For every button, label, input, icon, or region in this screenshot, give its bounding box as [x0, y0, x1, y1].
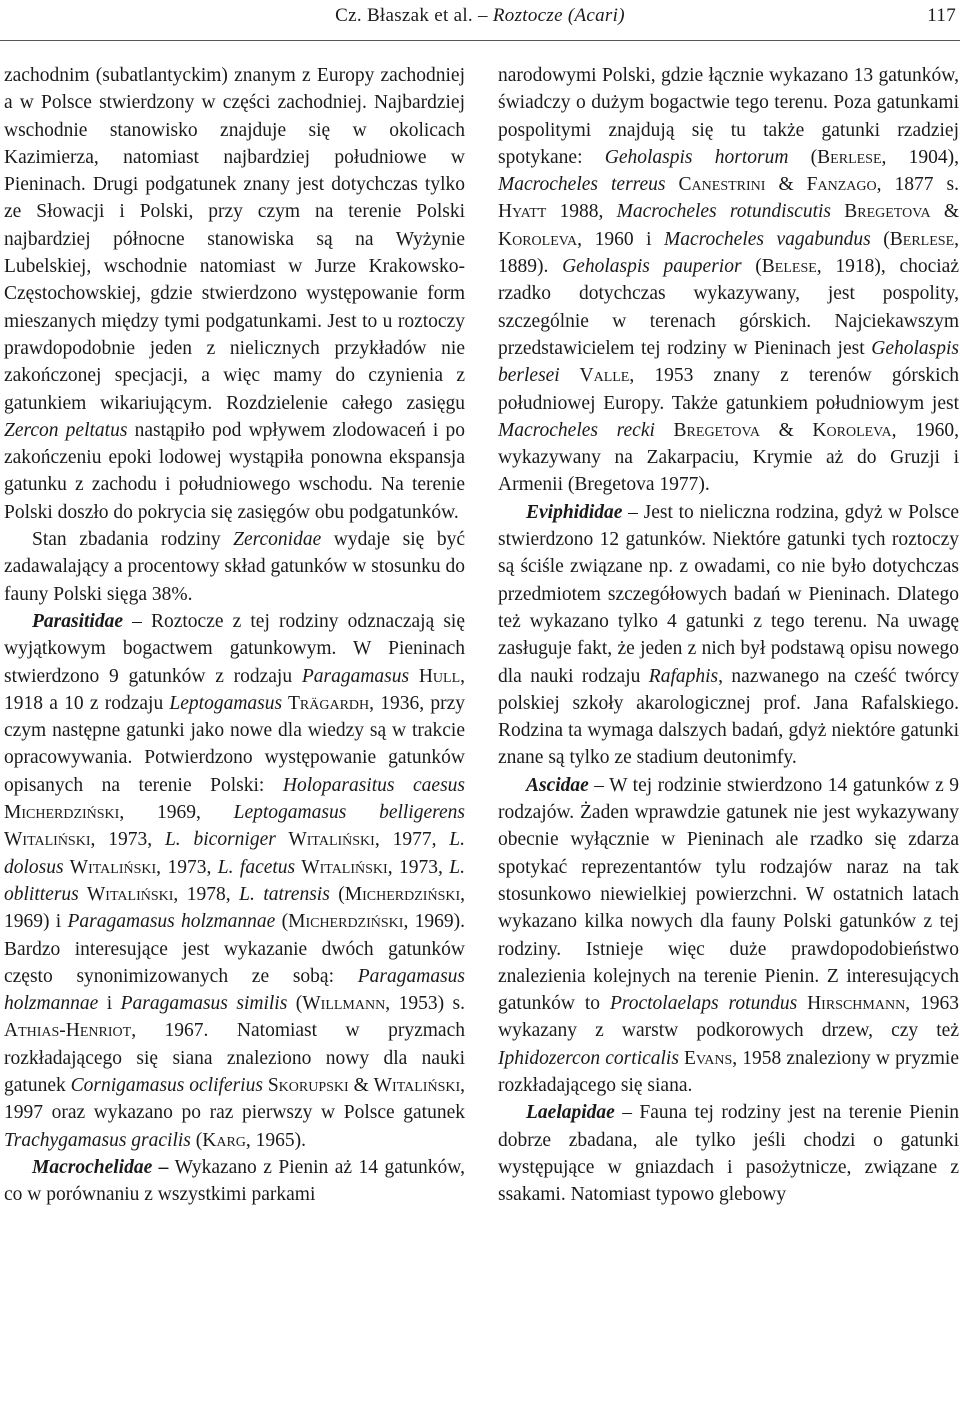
paragraph-zercon: zachodnim (subatlantyckim) znanym z Europy zachodniej a w Polsce stwierdzony w części zachodniej. Najbardziej wschodnie stanowisko znajduje się w okolicach Kazimierza, natomiast najbardziej południowe w Pieninach. Drugi podgatunek znany jest dotychczas tylko ze Słowacji i Polski, przy czym na terenie Polski najbardziej północne stanowiska są na Wyżynie Lubelskiej, wschodnie natomiast w Jurze Krakowsko-Częstochowskiej, gdzie stwierdzono występowanie form mieszanych między tymi podgatunkami. Jest to u roztoczy prawdopodobnie jeden z nielicznych przykładów nie zakończonej specjacji, a więc mamy do czynienia z gatunkiem wikariującym. Rozdzielenie całego zasięgu Zercon peltatus nastąpiło pod wpływem zlodowaceń i po zakończeniu epoki lodowej wystąpiła ponowna ekspansja gatunku z zachodu i południowego wschodu. Na terenie Polski doszło do pokrycia się zasięgów obu podgatunków.	[4, 65, 465, 523]
page-number: 117	[927, 5, 956, 26]
family-heading-parasitidae: Parasitidae	[32, 610, 123, 632]
family-heading-ascidae: Ascidae	[526, 774, 589, 796]
running-head-title: Roztocze (Acari)	[492, 5, 625, 26]
family-heading-macrochelidae: Macrochelidae –	[32, 1156, 169, 1178]
running-head	[0, 0, 960, 32]
right-column	[498, 62, 959, 1208]
paragraph-ascidae: Ascidae – W tej rodzinie stwierdzono 14 gatunków z 9 rodzajów. Żaden wprawdzie gatunek nie jest wykazywany obecnie wyłącznie w Pieninach ale rzadko się zdarza spotykać reprezentantów tylu rodzajów naraz na tak stosunkowo niewielkiej powierzchni. W ostatnich latach wykazano kilka nowych dla fauny Polski gatunków z tej rodziny. Istnieje więc duże prawdopodobieństwo znalezienia kolejnych na terenie Pienin. Z interesujących gatunków to Proctolaelaps rotundus Hirschmann, 1963 wykazany z warstw podkorowych drzew, czy też Iphidozercon corticalis Evans, 1958 znaleziony w pryzmie rozkładającego się siana.	[498, 774, 960, 1096]
family-heading-eviphididae: Eviphididae	[526, 501, 623, 523]
paragraph-eviphididae: Eviphididae – Jest to nieliczna rodzina, gdyż w Polsce stwierdzono 12 gatunków. Niektóre gatunki tych roztoczy są ściśle związane np. z owadami, co nie było dotychczas przedmiotem szczegółowych badań w Pieninach. Dlatego też wykazano tylko 4 gatunki z tego terenu. Na uwagę zasługuje fakt, że jeden z nich był podstawą opisu nowego dla nauki rodzaju Rafaphis, nazwanego na cześć twórcy polskiej szkoły akarologicznej prof. Jana Rafalskiego. Rodzina ta wymaga dalszych badań, gdyż niektóre gatunki znane są tylko ze stadium deutonimfy.	[498, 501, 960, 769]
paragraph-macrochelidae-cont: narodowymi Polski, gdzie łącznie wykazano 13 gatunków, świadczy o dużym bogactwie tego terenu. Poza gatunkami pospolitymi znajdują się tu także gatunki rzadziej spotykane: Geholaspis hortorum (Berlese, 1904), Macrocheles terreus Canestrini & Fanzago, 1877 s. Hyatt 1988, Macrocheles rotundiscutis Bregetova & Koroleva, 1960 i Macrocheles vagabundus (Berlese, 1889). Geholaspis pauperior (Belese, 1918), chociaż rzadko dotychczas wykazywany, jest pospolity, szczególnie w terenach górskich. Najciekawszym przedstawicielem tej rodziny w Pieninach jest Geholaspis berlesei Valle, 1953 znany z terenów górskich południowej Europy. Także gatunkiem południowym jest Macrocheles recki Bregetova & Koroleva, 1960, wykazywany na Zakarpaciu, Krymie aż do Gruzji i Armenii (Bregetova 1977).	[498, 65, 960, 496]
paragraph-parasitidae: Parasitidae – Roztocze z tej rodziny odznaczają się wyjątkowym bogactwem gatunkowym. W Pieninach stwierdzono 9 gatunków z rodzaju Paragamasus Hull, 1918 a 10 z rodzaju Leptogamasus Trägardh, 1936, przy czym następne gatunki jako nowe dla wiedzy są w trakcie opracowywania. Potwierdzono występowanie gatunków opisanych na terenie Polski: Holoparasitus caesus Micherdziński, 1969, Leptogamasus belligerens Witaliński, 1973, L. bicorniger Witaliński, 1977, L. dolosus Witaliński, 1973, L. facetus Witaliński, 1973, L. oblitterus Witaliński, 1978, L. tatrensis (Micherdziński, 1969) i Paragamasus holzmannae (Micherdziński, 1969). Bardzo interesujące jest wykazanie dwóch gatunków często synonimizowanych ze sobą: Paragamasus holzmannae i Paragamasus similis (Willmann, 1953) s. Athias-Henriot, 1967. Natomiast w pryzmach rozkładającego się siana znaleziono nowy dla nauki gatunek Cornigamasus ocliferius Skorupski & Witaliński, 1997 oraz wykazano po raz pierwszy w Polsce gatunek Trachygamasus gracilis (Karg, 1965).	[4, 610, 466, 1151]
running-head-author: Cz. Błaszak et al. –	[335, 5, 493, 26]
paragraph-macrochelidae-start: Macrochelidae – Wykazano z Pienin aż 14 gatunków, co w porównaniu z wszystkimi parkami	[4, 1156, 465, 1206]
header-rule	[0, 40, 960, 41]
page-header	[0, 0, 960, 32]
paragraph-zerconidae-summary: Stan zbadania rodziny Zerconidae wydaje się być zadawalający a procentowy skład gatunków w stosunku do fauny Polski sięga 38%.	[4, 529, 465, 605]
family-heading-laelapidae: Laelapidae	[526, 1102, 615, 1124]
left-column	[4, 62, 465, 1208]
paragraph-laelapidae: Laelapidae – Fauna tej rodziny jest na terenie Pienin dobrze zbadana, ale tylko jeśli chodzi o gatunki występujące w gniazdach i pasożytnicze, związane z ssakami. Natomiast typowo glebowy	[498, 1102, 959, 1206]
